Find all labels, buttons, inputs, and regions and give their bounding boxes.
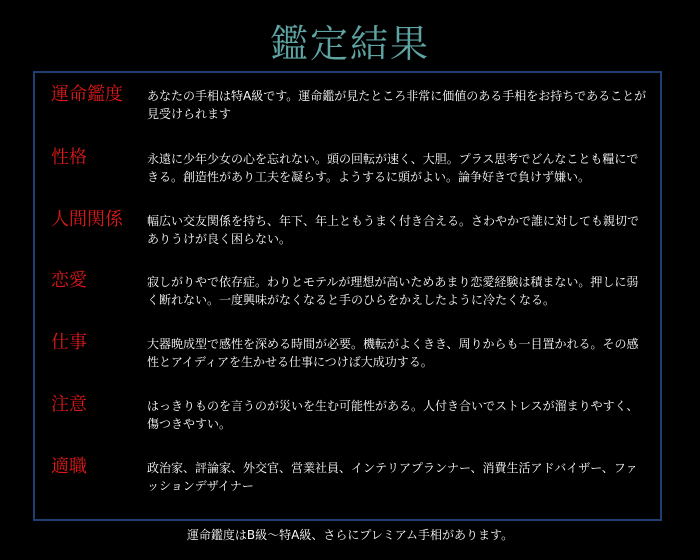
result-panel	[33, 71, 662, 521]
section-text: はっきりものを言うのが災いを生む可能性がある。人付き合いでストレスが溜まりやすく、傷つきやすい。	[147, 399, 639, 431]
section-text: 大器晩成型で感性を深める時間が必要。機転がよくきき、周りからも一目置かれる。その感性とアイディアを生かせる仕事につけば大成功する。	[147, 337, 639, 369]
section-label: 恋愛	[51, 270, 87, 291]
footer-note: 運命鑑度はB級～特A級、さらにプレミアム手相があります。	[186, 528, 514, 542]
section-text: 寂しがりやで依存症。わりとモテルが理想が高いためあまり恋愛経験は積まない。押しに弱く断れない。一度興味がなくなると手のひらをかえしたように冷たくなる。	[147, 275, 639, 307]
section-label: 人間関係	[51, 209, 123, 230]
section-text: あなたの手相は特A級です。運命鑑が見たところ非常に価値のある手相をお持ちであることが見受けられます	[147, 89, 647, 121]
section-text: 政治家、評論家、外交官、営業社員、インテリアプランナー、消費生活アドバイザー、ファッションデザイナー	[147, 461, 638, 493]
section-label: 適職	[51, 456, 87, 477]
section-text: 幅広い交友関係を持ち、年下、年上ともうまく付き合える。さわやかで誰に対しても親切でありうけが良く困らない。	[147, 214, 640, 246]
section-label: 性格	[51, 147, 87, 168]
section-label: 仕事	[51, 332, 87, 353]
section-text: 永遠に少年少女の心を忘れない。頭の回転が速く、大胆。プラス思考でどんなことも糧にできる。創造性があり工夫を凝らす。ようするに頭がよい。論争好きで負けず嫌い。	[147, 152, 639, 184]
section-label: 注意	[51, 394, 87, 415]
page-title: 鑑定結果	[269, 22, 430, 66]
section-label: 運命鑑度	[51, 84, 123, 105]
